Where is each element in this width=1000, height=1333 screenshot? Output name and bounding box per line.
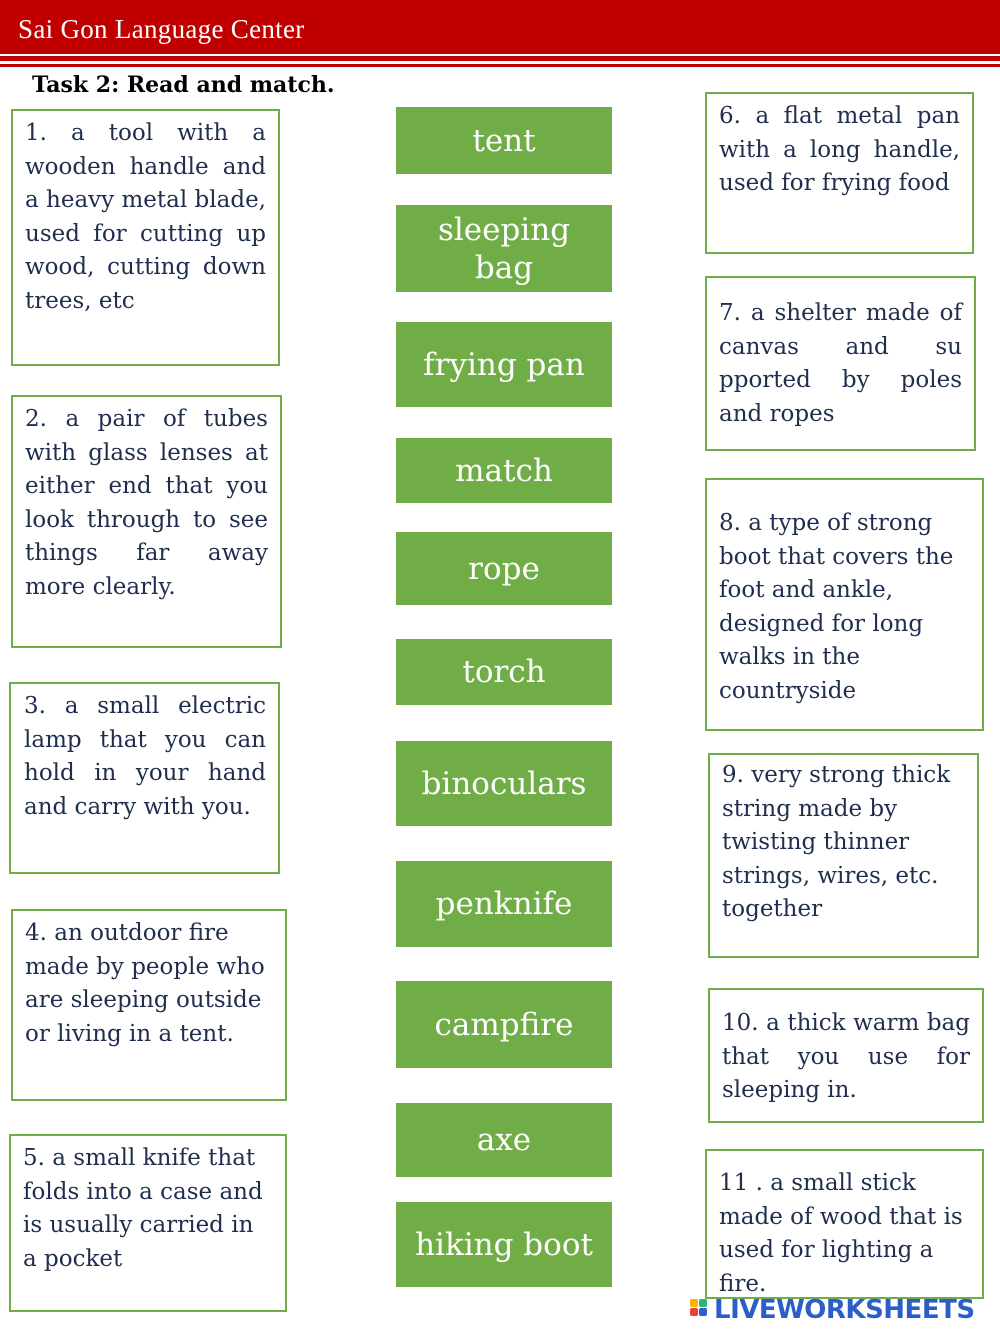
definition-7[interactable] [705,276,976,451]
definition-5[interactable] [9,1134,287,1312]
word-binoculars[interactable]: binoculars [396,741,612,826]
word-penknife[interactable]: penknife [396,861,612,947]
definition-2[interactable] [11,395,282,648]
definition-3-text: 3. a small electric lamp that you can hold in your hand and carry with you. [24,693,266,820]
definition-3[interactable] [9,682,280,874]
liveworksheets-logo [690,1294,975,1326]
definition-9[interactable] [708,753,979,958]
definition-1-text: 1. a tool with a wooden handle and a heavy metal blade, used for cutting up wood, cutting down trees, etc [25,120,266,314]
definition-10[interactable] [708,988,984,1123]
liveworksheets-logo-text: LIVEWORKSHEETS [714,1295,975,1325]
word-torch[interactable]: torch [396,639,612,705]
word-rope[interactable]: rope [396,532,612,605]
task-title: Task 2: Read and match. [32,72,335,98]
definition-11-text: 11 . a small stick made of wood that is used for lighting a fire. [719,1170,963,1297]
liveworksheets-logo-icon [690,1297,712,1323]
definition-11[interactable] [705,1149,984,1299]
definition-4-text: 4. an outdoor fire made by people who are sleeping outside or living in a tent. [25,920,265,1047]
word-axe[interactable]: axe [396,1103,612,1177]
word-hiking-boot[interactable]: hiking boot [396,1202,612,1287]
header-divider-thin [0,64,1000,67]
definition-8[interactable] [705,478,984,731]
definition-10-text: 10. a thick warm bag that you use for sleeping in. [722,1010,970,1103]
definition-6[interactable] [705,92,974,254]
header-bar [0,0,1000,54]
definition-8-text: 8. a type of strong boot that covers the foot and ankle, designed for long walks in the countryside [719,510,954,704]
definition-5-text: 5. a small knife that folds into a case and is usually carried in a pocket [23,1145,263,1272]
definition-9-text: 9. very strong thick string made by twisting thinner strings, wires, etc. together [722,762,951,922]
header-divider [0,56,1000,61]
definition-6-text: 6. a flat metal pan with a long handle, used for frying food [719,103,960,196]
definition-1[interactable] [11,109,280,366]
word-campfire[interactable]: campfire [396,981,612,1068]
word-frying-pan[interactable]: frying pan [396,322,612,407]
word-tent[interactable]: tent [396,107,612,174]
definition-2-text: 2. a pair of tubes with glass lenses at either end that you look through to see things far away more clearly. [25,406,268,600]
definition-4[interactable] [11,909,287,1101]
word-sleeping-bag[interactable]: sleeping bag [396,205,612,292]
word-match[interactable]: match [396,438,612,503]
definition-7-text: 7. a shelter made of canvas and su pported by poles and ropes [719,300,962,427]
header-title: Sai Gon Language Center [18,14,305,44]
